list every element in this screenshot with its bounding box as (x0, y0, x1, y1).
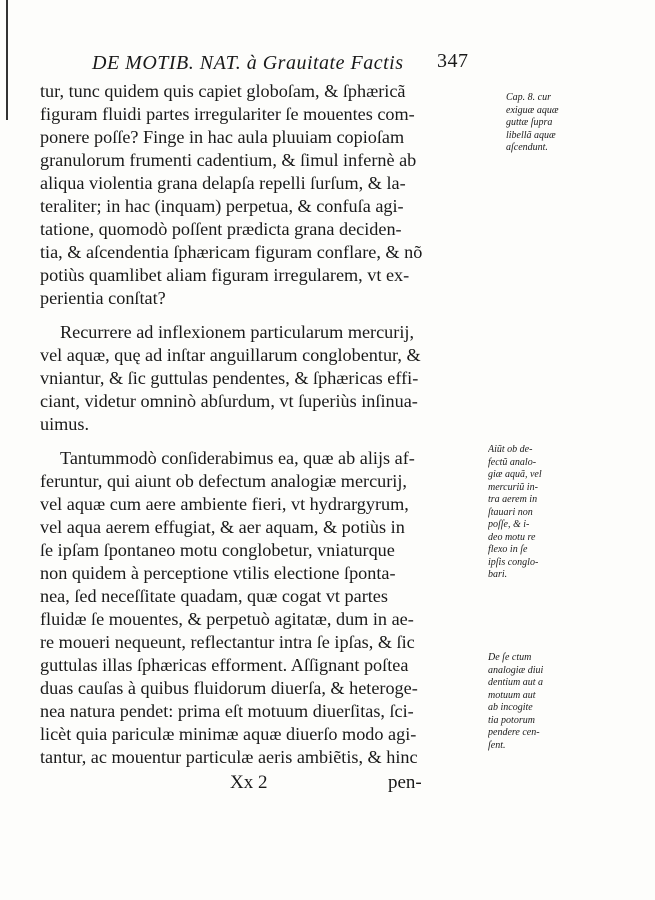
signature-mark: Xx 2 (230, 772, 268, 793)
margin-note-line: deo motu re (488, 531, 536, 543)
text-line: tatione, quomodò poſſent prædicta grana deciden- (40, 219, 402, 239)
text-line: feruntur, qui aiunt ob defectum analogiæ mercurij, (40, 471, 407, 491)
margin-note-line: mercuriũ in- (488, 481, 538, 493)
text-line: ciant, videtur omninò abſurdum, vt ſuperiùs inſinua- (40, 391, 418, 411)
text-line: perientia conſtat? (40, 288, 166, 308)
text-line: vniantur, & ſic guttulas pendentes, & ſphæricas effi- (40, 368, 419, 388)
paragraph (40, 321, 500, 436)
running-title: DE MOTIB. NAT. à Grauitate Factis (92, 52, 404, 74)
margin-note-line: Cap. 8. cur (506, 92, 551, 103)
margin-note-line: giæ aquã, vel (488, 469, 542, 480)
page-number: 347 (437, 50, 469, 72)
margin-note-line: ſent. (488, 739, 506, 751)
text-line: tia, & aſcendentia ſphæricam figuram conflare, & nõ (40, 242, 423, 262)
text-line: tantur, ac mouentur particulæ aeris ambiẽtis, & hinc (40, 747, 418, 767)
margin-note-line: ab incogite (488, 702, 533, 713)
margin-note-line: poſſe, & i- (488, 519, 530, 530)
paragraph (40, 447, 500, 769)
text-line: Tantummodò conſiderabimus ea, quæ ab alijs af- (60, 448, 415, 468)
margin-note-line: De ſe ctum (488, 652, 532, 663)
text-line: re moueri nequeunt, reflectantur intra ſe ipſas, & ſic (40, 632, 415, 652)
page-edge-rule (6, 0, 8, 120)
margin-note-line: Aiũt ob de- (488, 444, 533, 455)
margin-note-1 (506, 92, 576, 155)
catchword: pen- (388, 772, 422, 793)
text-line: vel aquæ, quę ad inſtar anguillarum conglobentur, & (40, 345, 421, 365)
text-line: Recurrere ad inflexionem particularum mercurij, (60, 322, 414, 342)
text-line: non quidem à perceptione vtilis electione ſponta- (40, 563, 396, 583)
page-footer (0, 772, 655, 800)
margin-note-line: analogiæ diui (488, 664, 544, 676)
margin-note-line: guttæ ſupra (506, 117, 553, 128)
main-text-block (40, 80, 500, 769)
margin-note-line: tra aerem in (488, 494, 538, 505)
text-line: tur, tunc quidem quis capiet globoſam, & ſphæricã (40, 81, 406, 101)
margin-note-line: ſtauari non (488, 506, 533, 518)
margin-note-line: fectũ analo- (488, 456, 537, 468)
text-line: uimus. (40, 414, 90, 434)
text-line: vel aquæ cum aere ambiente fieri, vt hydrargyrum, (40, 494, 409, 514)
paragraph (40, 80, 500, 310)
margin-note-3 (488, 652, 558, 752)
paragraph-gap (40, 310, 500, 321)
text-line: nea natura pendet: prima eſt motuum diuerſitas, ſci- (40, 701, 414, 721)
margin-note-line: motuum aut (488, 689, 536, 701)
margin-note-line: aſcendunt. (506, 142, 548, 153)
margin-note-2 (488, 444, 558, 582)
paragraph-gap (40, 436, 500, 447)
text-line: guttulas illas ſphæricas efforment. Aſſignant poſtea (40, 655, 409, 675)
margin-note-line: tia potorum (488, 714, 535, 726)
text-line: granulorum frumenti cadentium, & ſimul infernè ab (40, 150, 417, 170)
text-line: licèt quia pariculæ minimæ aquæ diuerſo modo agi- (40, 724, 417, 744)
text-line: figuram fluidi partes irregulariter ſe mouentes com- (40, 104, 415, 124)
text-line: vel aqua aerem effugiat, & aer aquam, & potiùs in (40, 517, 405, 537)
text-line: ponere poſſe? Finge in hac aula pluuiam copioſam (40, 127, 405, 147)
text-line: aliqua violentia grana delapſa repelli ſurſum, & la- (40, 173, 406, 193)
text-line: duas cauſas à quibus fluidorum diuerſa, & heteroge- (40, 678, 418, 698)
text-line: teraliter; in hac (inquam) perpetua, & confuſa agi- (40, 196, 404, 216)
margin-note-line: bari. (488, 569, 508, 580)
margin-note-line: pendere cen- (488, 727, 540, 738)
text-line: potiùs quamlibet aliam figuram irregularem, vt ex- (40, 265, 410, 285)
text-line: nea, ſed neceſſitate quadam, quæ cogat vt partes (40, 586, 388, 606)
text-line: fluidæ ſe mouentes, & perpetuò agitatæ, dum in ae- (40, 609, 414, 629)
margin-note-line: exiguæ aquæ (506, 104, 559, 116)
margin-note-line: dentium aut a (488, 677, 543, 688)
margin-note-line: flexo in ſe (488, 544, 528, 555)
running-head (92, 52, 492, 75)
margin-note-line: libellã aquæ (506, 129, 556, 141)
margin-note-line: ipſis conglo- (488, 556, 539, 568)
text-line: ſe ipſam ſpontaneo motu conglobetur, vniaturque (40, 540, 395, 560)
